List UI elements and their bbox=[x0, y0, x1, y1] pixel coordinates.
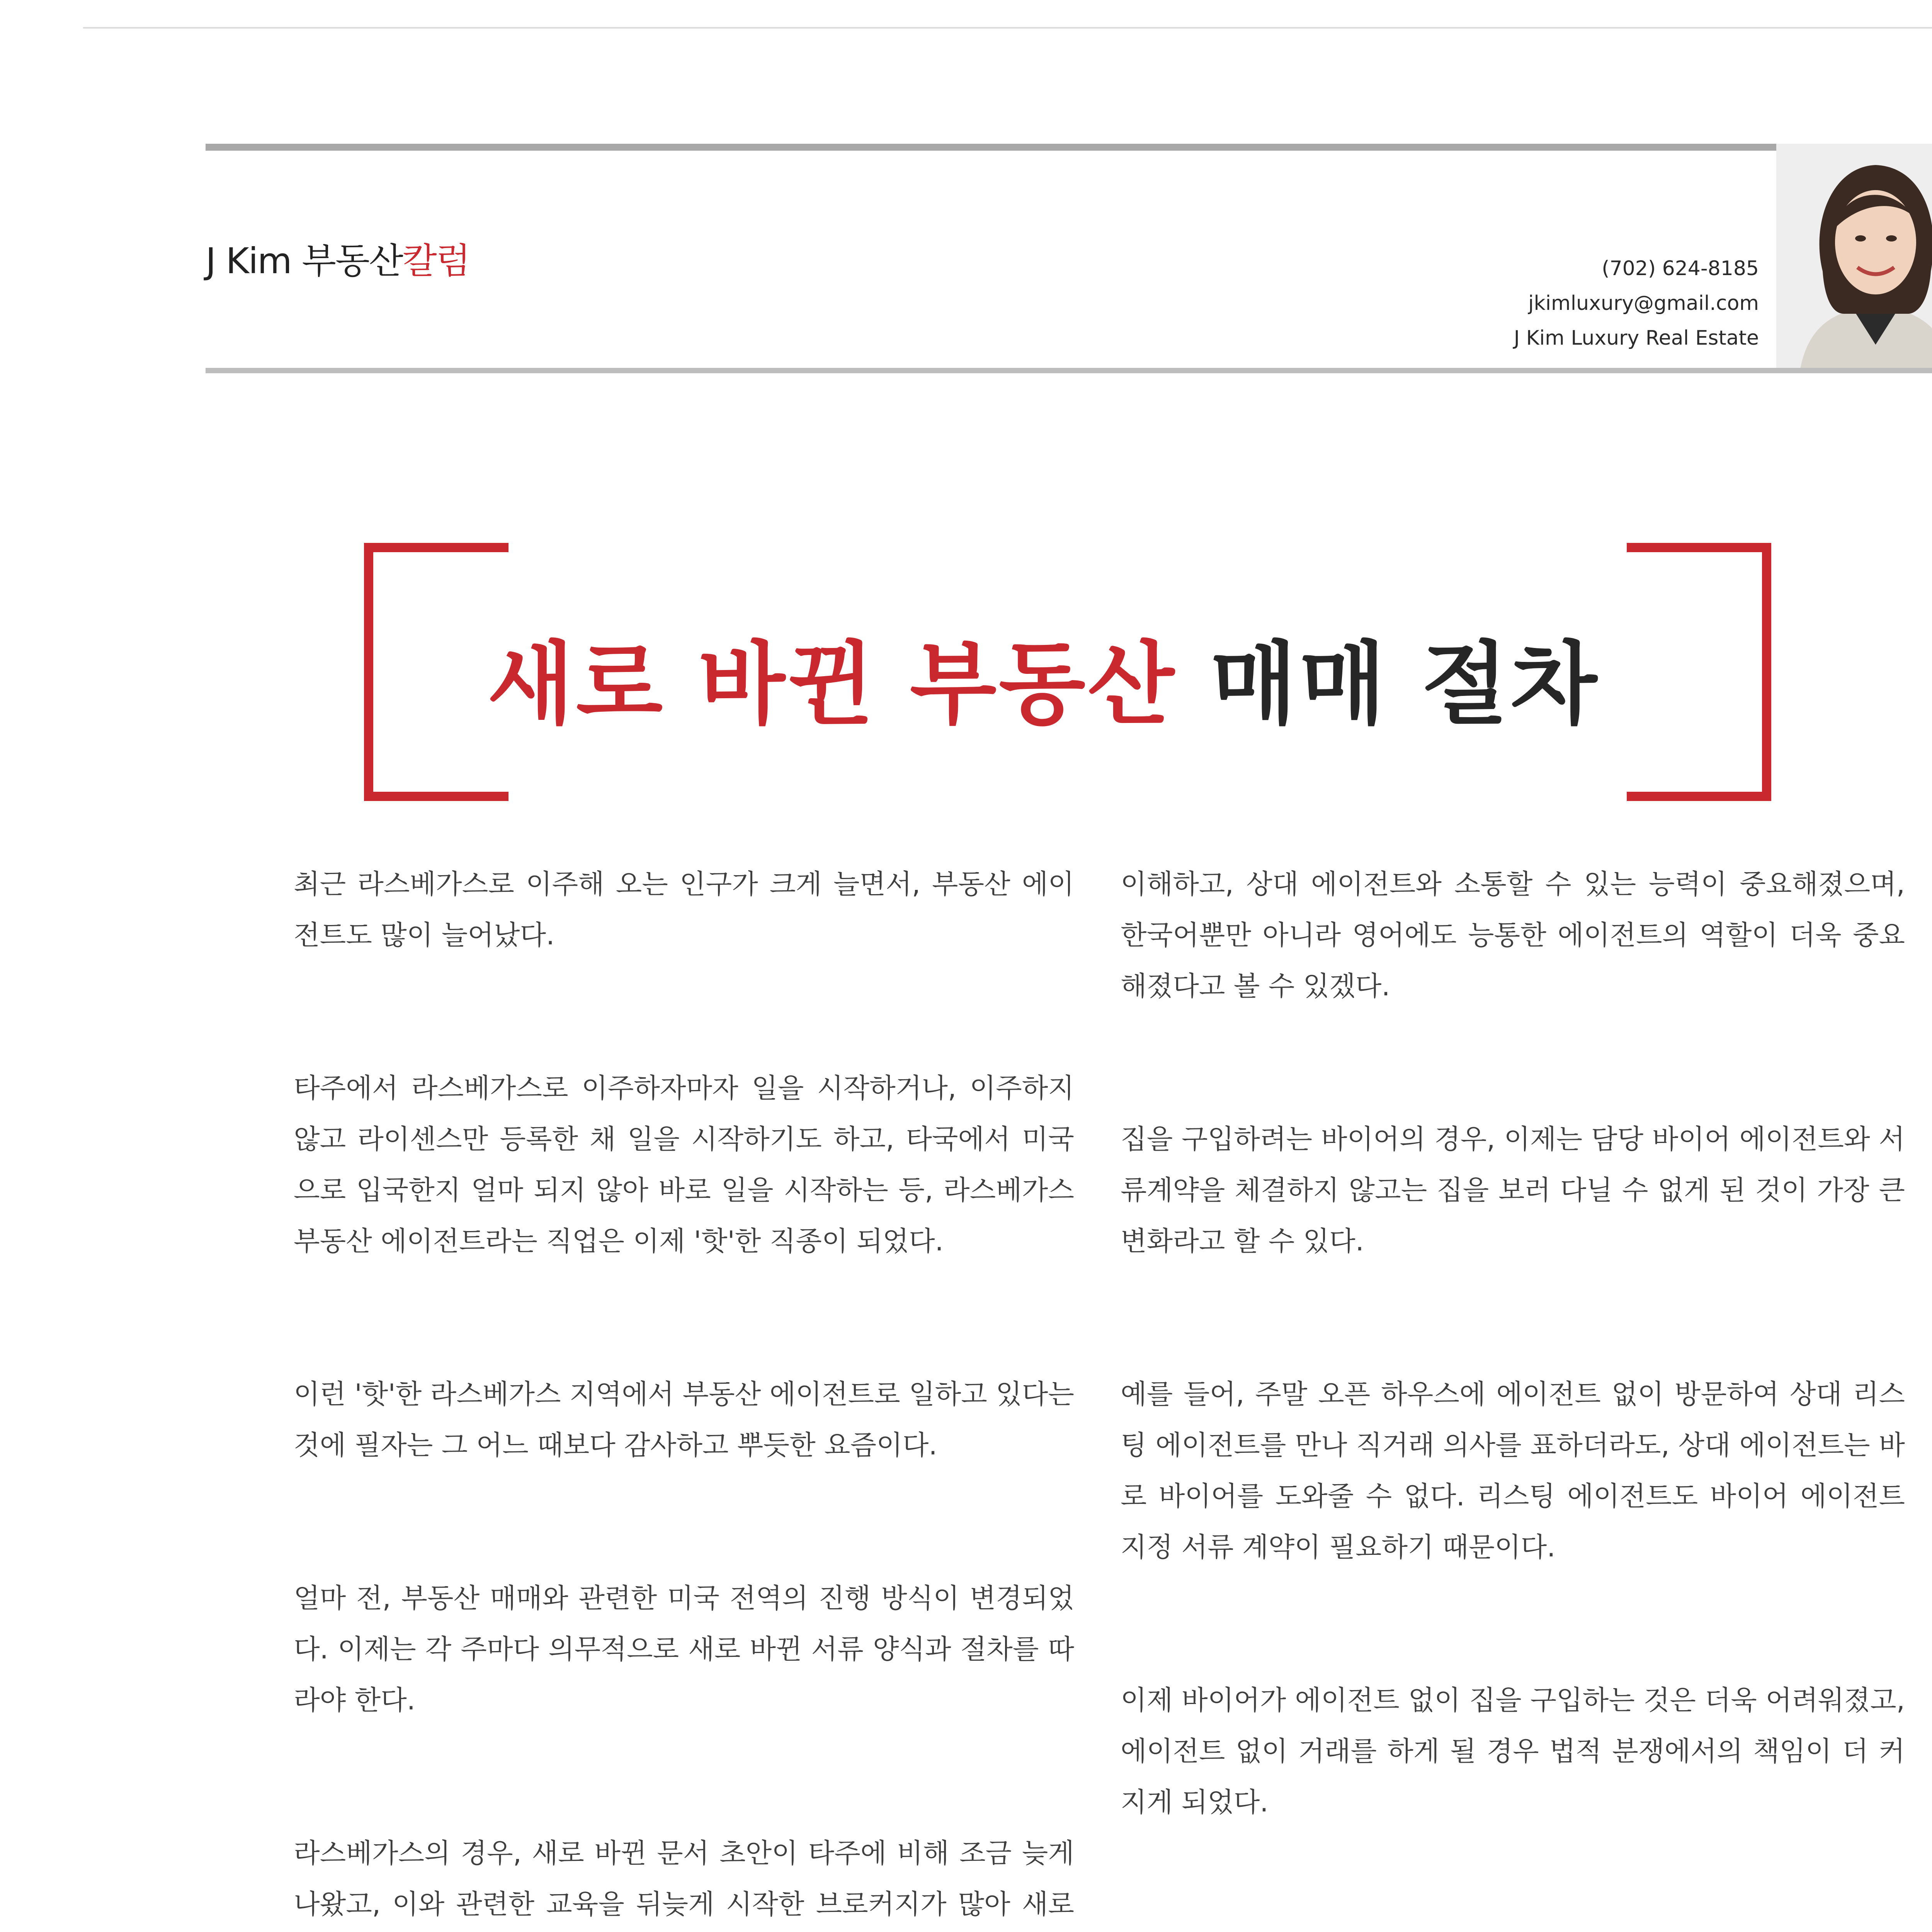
paragraph: 이해하고, 상대 에이전트와 소통할 수 있는 능력이 중요해졌으며, 한국어뿐만 아니라 영어에도 능통한 에이전트의 역할이 더욱 중요해졌다고 볼 수 있겠다. bbox=[1121, 868, 1905, 1002]
author-portrait-illustration bbox=[1776, 144, 1932, 373]
header-bottom-rule bbox=[206, 368, 1932, 373]
column-title-accent: 칼럼 bbox=[402, 240, 470, 282]
paragraph: 최근 라스베가스로 이주해 오는 인구가 크게 늘면서, 부동산 에이전트도 많이 늘어났다. bbox=[294, 868, 1074, 951]
column-title-main: J Kim 부동산 bbox=[206, 240, 403, 282]
top-rule bbox=[83, 27, 1932, 29]
paragraph: 이제 바이어가 에이전트 없이 집을 구입하는 것은 더욱 어려워졌고, 에이전트 없이 거래를 하게 될 경우 법적 분쟁에서의 책임이 더 커지게 되었다. bbox=[1121, 1684, 1905, 1818]
column-title bbox=[206, 233, 470, 284]
article-right-column bbox=[1121, 859, 1905, 1932]
article-left-column bbox=[294, 859, 1074, 1932]
email-address: jkimluxury@gmail.com bbox=[1528, 292, 1759, 315]
article-headline bbox=[0, 612, 1932, 741]
paragraph: 집을 구입하려는 바이어의 경우, 이제는 담당 바이어 에이전트와 서류계약을 체결하지 않고는 집을 보러 다닐 수 없게 된 것이 가장 큰 변화라고 할 수 있다. bbox=[1121, 1123, 1905, 1257]
paragraph: 타주에서 라스베가스로 이주하자마자 일을 시작하거나, 이주하지 않고 라이센스만 등록한 채 일을 시작하기도 하고, 타국에서 미국으로 입국한지 얼마 되지 않아 바로 일을 시작하는 등, 라스베가스 부동산 에이전트라는 직업은 이제 '핫'한 직종이 되었다. bbox=[294, 1072, 1074, 1257]
company-name: J Kim Luxury Real Estate bbox=[1514, 327, 1759, 350]
paragraph: 얼마 전, 부동산 매매와 관련한 미국 전역의 진행 방식이 변경되었다. 이제는 각 주마다 의무적으로 새로 바뀐 서류 양식과 절차를 따라야 한다. bbox=[294, 1582, 1074, 1716]
paragraph bbox=[1121, 1930, 1905, 1932]
paragraph: 예를 들어, 주말 오픈 하우스에 에이전트 없이 방문하여 상대 리스팅 에이전트를 만나 직거래 의사를 표하더라도, 상대 에이전트는 바로 바이어를 도와줄 수 없다. 리스팅 에이전트도 바이어 에이전트 지정 서류 계약이 필요하기 때문이다. bbox=[1121, 1378, 1905, 1563]
column-header bbox=[206, 144, 1932, 376]
headline-dark-part: 매매 절차 bbox=[1210, 631, 1600, 736]
author-photo bbox=[1776, 144, 1932, 373]
paragraph: 라스베가스의 경우, 새로 바뀐 문서 초안이 타주에 비해 조금 늦게 나왔고, 이와 관련한 교육을 뒤늦게 시작한 브로커지가 많아 새로 bbox=[294, 1837, 1074, 1920]
header-top-rule bbox=[206, 144, 1932, 151]
contact-info bbox=[1514, 251, 1759, 355]
headline-red-part: 새로 바뀐 부동산 bbox=[487, 631, 1177, 736]
phone-number: (702) 624-8185 bbox=[1602, 257, 1759, 280]
paragraph: 이런 '핫'한 라스베가스 지역에서 부동산 에이전트로 일하고 있다는 것에 필자는 그 어느 때보다 감사하고 뿌듯한 요즘이다. bbox=[294, 1378, 1074, 1461]
